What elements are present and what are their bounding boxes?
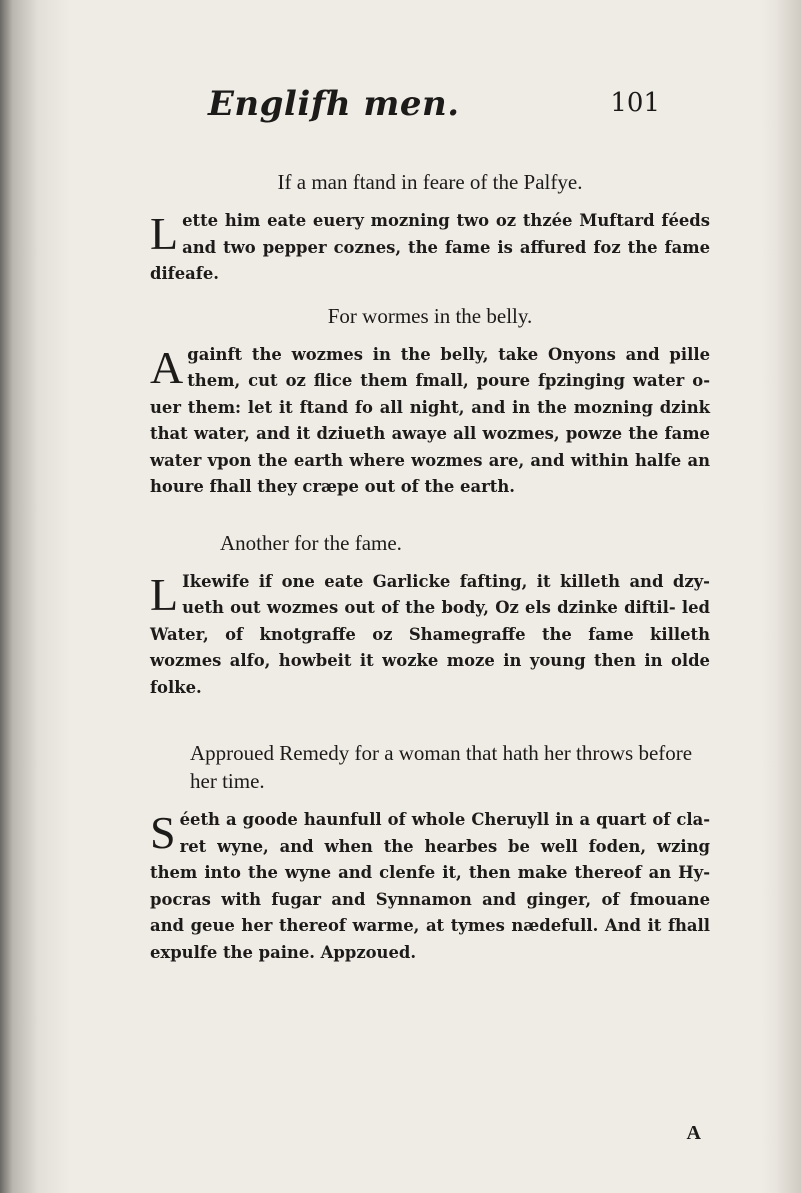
running-title: Englifh men. <box>208 84 460 124</box>
page-edge <box>761 0 801 1193</box>
section-heading: For wormes in the belly. <box>327 303 533 328</box>
binding-gutter <box>0 0 70 1193</box>
section-body <box>150 208 710 288</box>
text-block <box>150 168 710 980</box>
spacer <box>150 715 710 739</box>
section-body <box>150 342 710 501</box>
section-heading: Approued Remedy for a woman that hath her throws before her time. <box>190 741 693 793</box>
recipe-worms <box>150 302 710 501</box>
initial-letter: S <box>150 807 176 858</box>
spacer <box>150 515 710 529</box>
initial-letter: A <box>150 341 184 393</box>
recipe-palsy <box>150 168 710 288</box>
body-text: ette him eate euery mozning two oz thzée Muftard féeds and two pepper coznes, the fame is affured foz the fame difeafe. <box>150 211 710 283</box>
initial-letter: L <box>150 208 179 259</box>
body-text: gainft the wozmes in the belly, take Onyons and pille them, cut oz flice them fmall, poure fpzinging water o- uer them: let it ftand fo all night, and in the mozning dzink that water, and it dziueth awaye all wozmes, powze the fame water vpon the earth where wozmes are, and within halfe an houre fhall they cræpe out of the earth. <box>150 344 710 496</box>
catchword: A <box>686 1122 701 1144</box>
recipe-throws <box>150 739 710 966</box>
body-text: Ikewife if one eate Garlicke fafting, it killeth and dzy- ueth out wozmes out of the body, Oz els dzinke diftil- led Water, of knotgraffe oz Shamegraffe the fame killeth wozmes alfo, howbeit it wozke moze in young then in olde folke. <box>150 571 710 697</box>
recipe-worms-another <box>150 529 710 702</box>
page-header <box>200 84 660 132</box>
body-text: éeth a goode haunfull of whole Cheruyll in a quart of cla- ret wyne, and when the hearbes be well foden, wzing them into the wyne and clenfe it, then make thereof an Hy- pocras with fugar and Synnamon and ginger, of fmouane and geue her thereof warme, at tymes nædefull. And it fhall expulfe the paine. Appzoued. <box>150 810 710 962</box>
section-body <box>150 807 710 966</box>
initial-letter: L <box>150 568 179 620</box>
section-heading: Another for the fame. <box>220 530 402 555</box>
section-body <box>150 569 710 702</box>
page-number: 101 <box>610 88 660 118</box>
section-heading: If a man ftand in feare of the Palfye. <box>277 170 583 194</box>
